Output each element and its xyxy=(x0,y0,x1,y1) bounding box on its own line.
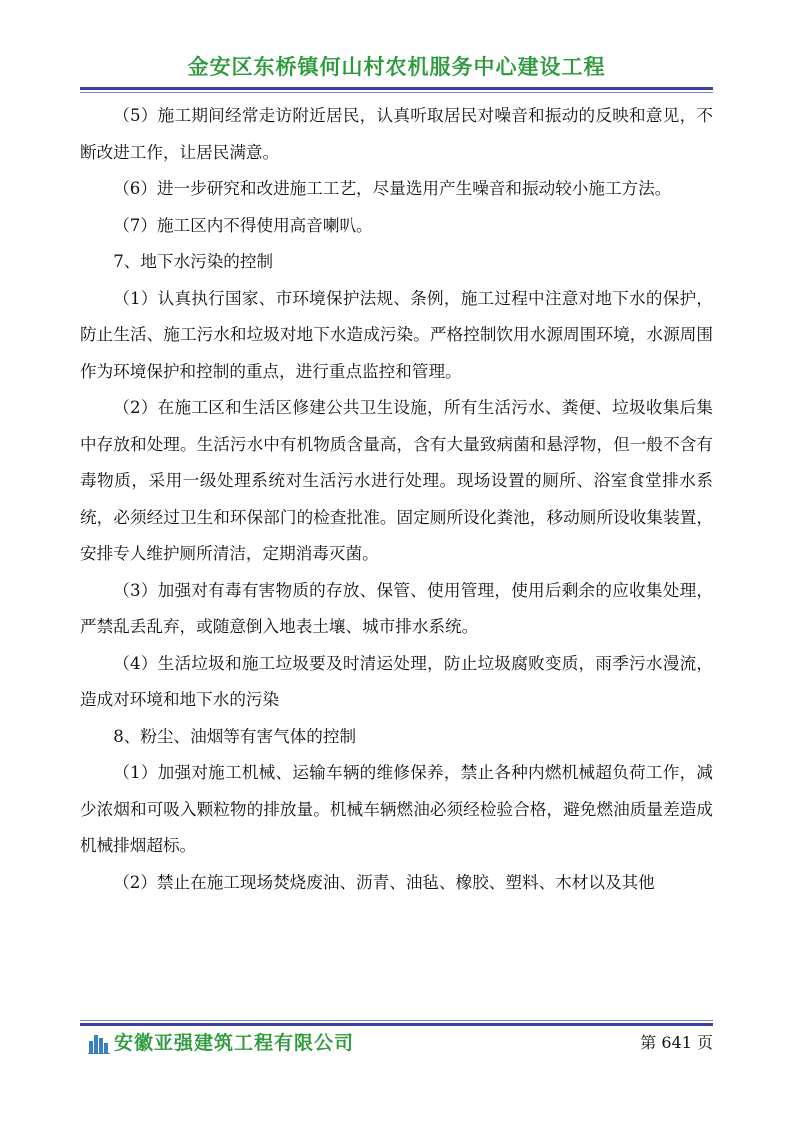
paragraph: （7）施工区内不得使用高音喇叭。 xyxy=(113,215,373,235)
header-rule-thin xyxy=(80,92,713,93)
paragraph: （4）生活垃圾和施工垃圾要及时清运处理，防止垃圾腐败变质，雨季污水漫流，造成对环境和地下水的污染 xyxy=(80,653,713,709)
section-heading: 8、粉尘、油烟等有害气体的控制 xyxy=(113,726,357,746)
paragraph: （3）加强对有毒有害物质的存放、保管、使用管理，使用后剩余的应收集处理，严禁乱丢乱弃，或随意倒入地表土壤、城市排水系统。 xyxy=(80,580,713,636)
building-logo-icon xyxy=(88,1032,110,1054)
section-heading: 7、地下水污染的控制 xyxy=(113,252,274,271)
paragraph: （2）禁止在施工现场焚烧废油、沥青、油毡、橡胶、塑料、木材以及其他 xyxy=(113,872,655,892)
header-rule xyxy=(80,87,713,93)
header-title: 金安区东桥镇何山村农机服务中心建设工程 xyxy=(187,55,606,79)
page-number: 第 641 页 xyxy=(640,1033,713,1052)
footer-company xyxy=(88,1030,354,1056)
footer-rule xyxy=(80,1020,713,1026)
paragraph: （2）在施工区和生活区修建公共卫生设施，所有生活污水、粪便、垃圾收集后集中存放和处理。生活污水中有机物质含量高，含有大量致病菌和悬浮物，但一般不含有毒物质，采用一级处理系统对生活污水进行处理。现场设置的厕所、浴室食堂排水系统，必须经过卫生和环保部门的检查批准。固定厕所设化粪池，移动厕所设收集装置，安排专人维护厕所清洁，定期消毒灭菌。 xyxy=(80,398,713,563)
company-name: 安徽亚强建筑工程有限公司 xyxy=(114,1032,355,1054)
paragraph: （6）进一步研究和改进施工工艺，尽量选用产生噪音和振动较小施工方法。 xyxy=(113,179,672,198)
footer-rule-thick xyxy=(80,1023,713,1026)
paragraph: （1）认真执行国家、市环境保护法规、条例，施工过程中注意对地下水的保护，防止生活、施工污水和垃圾对地下水造成污染。严格控制饮用水源周围环境，水源周围作为环境保护和控制的重点，进行重点监控和管理。 xyxy=(80,288,713,381)
body-text xyxy=(80,98,713,901)
paragraph: （5）施工期间经常走访附近居民，认真听取居民对噪音和振动的反映和意见，不断改进工作，让居民满意。 xyxy=(80,106,713,162)
paragraph: （1）加强对施工机械、运输车辆的维修保养，禁止各种内燃机械超负荷工作，减少浓烟和可吸入颗粒物的排放量。机械车辆燃油必须经检验合格，避免燃油质量差造成机械排烟超标。 xyxy=(80,763,713,855)
